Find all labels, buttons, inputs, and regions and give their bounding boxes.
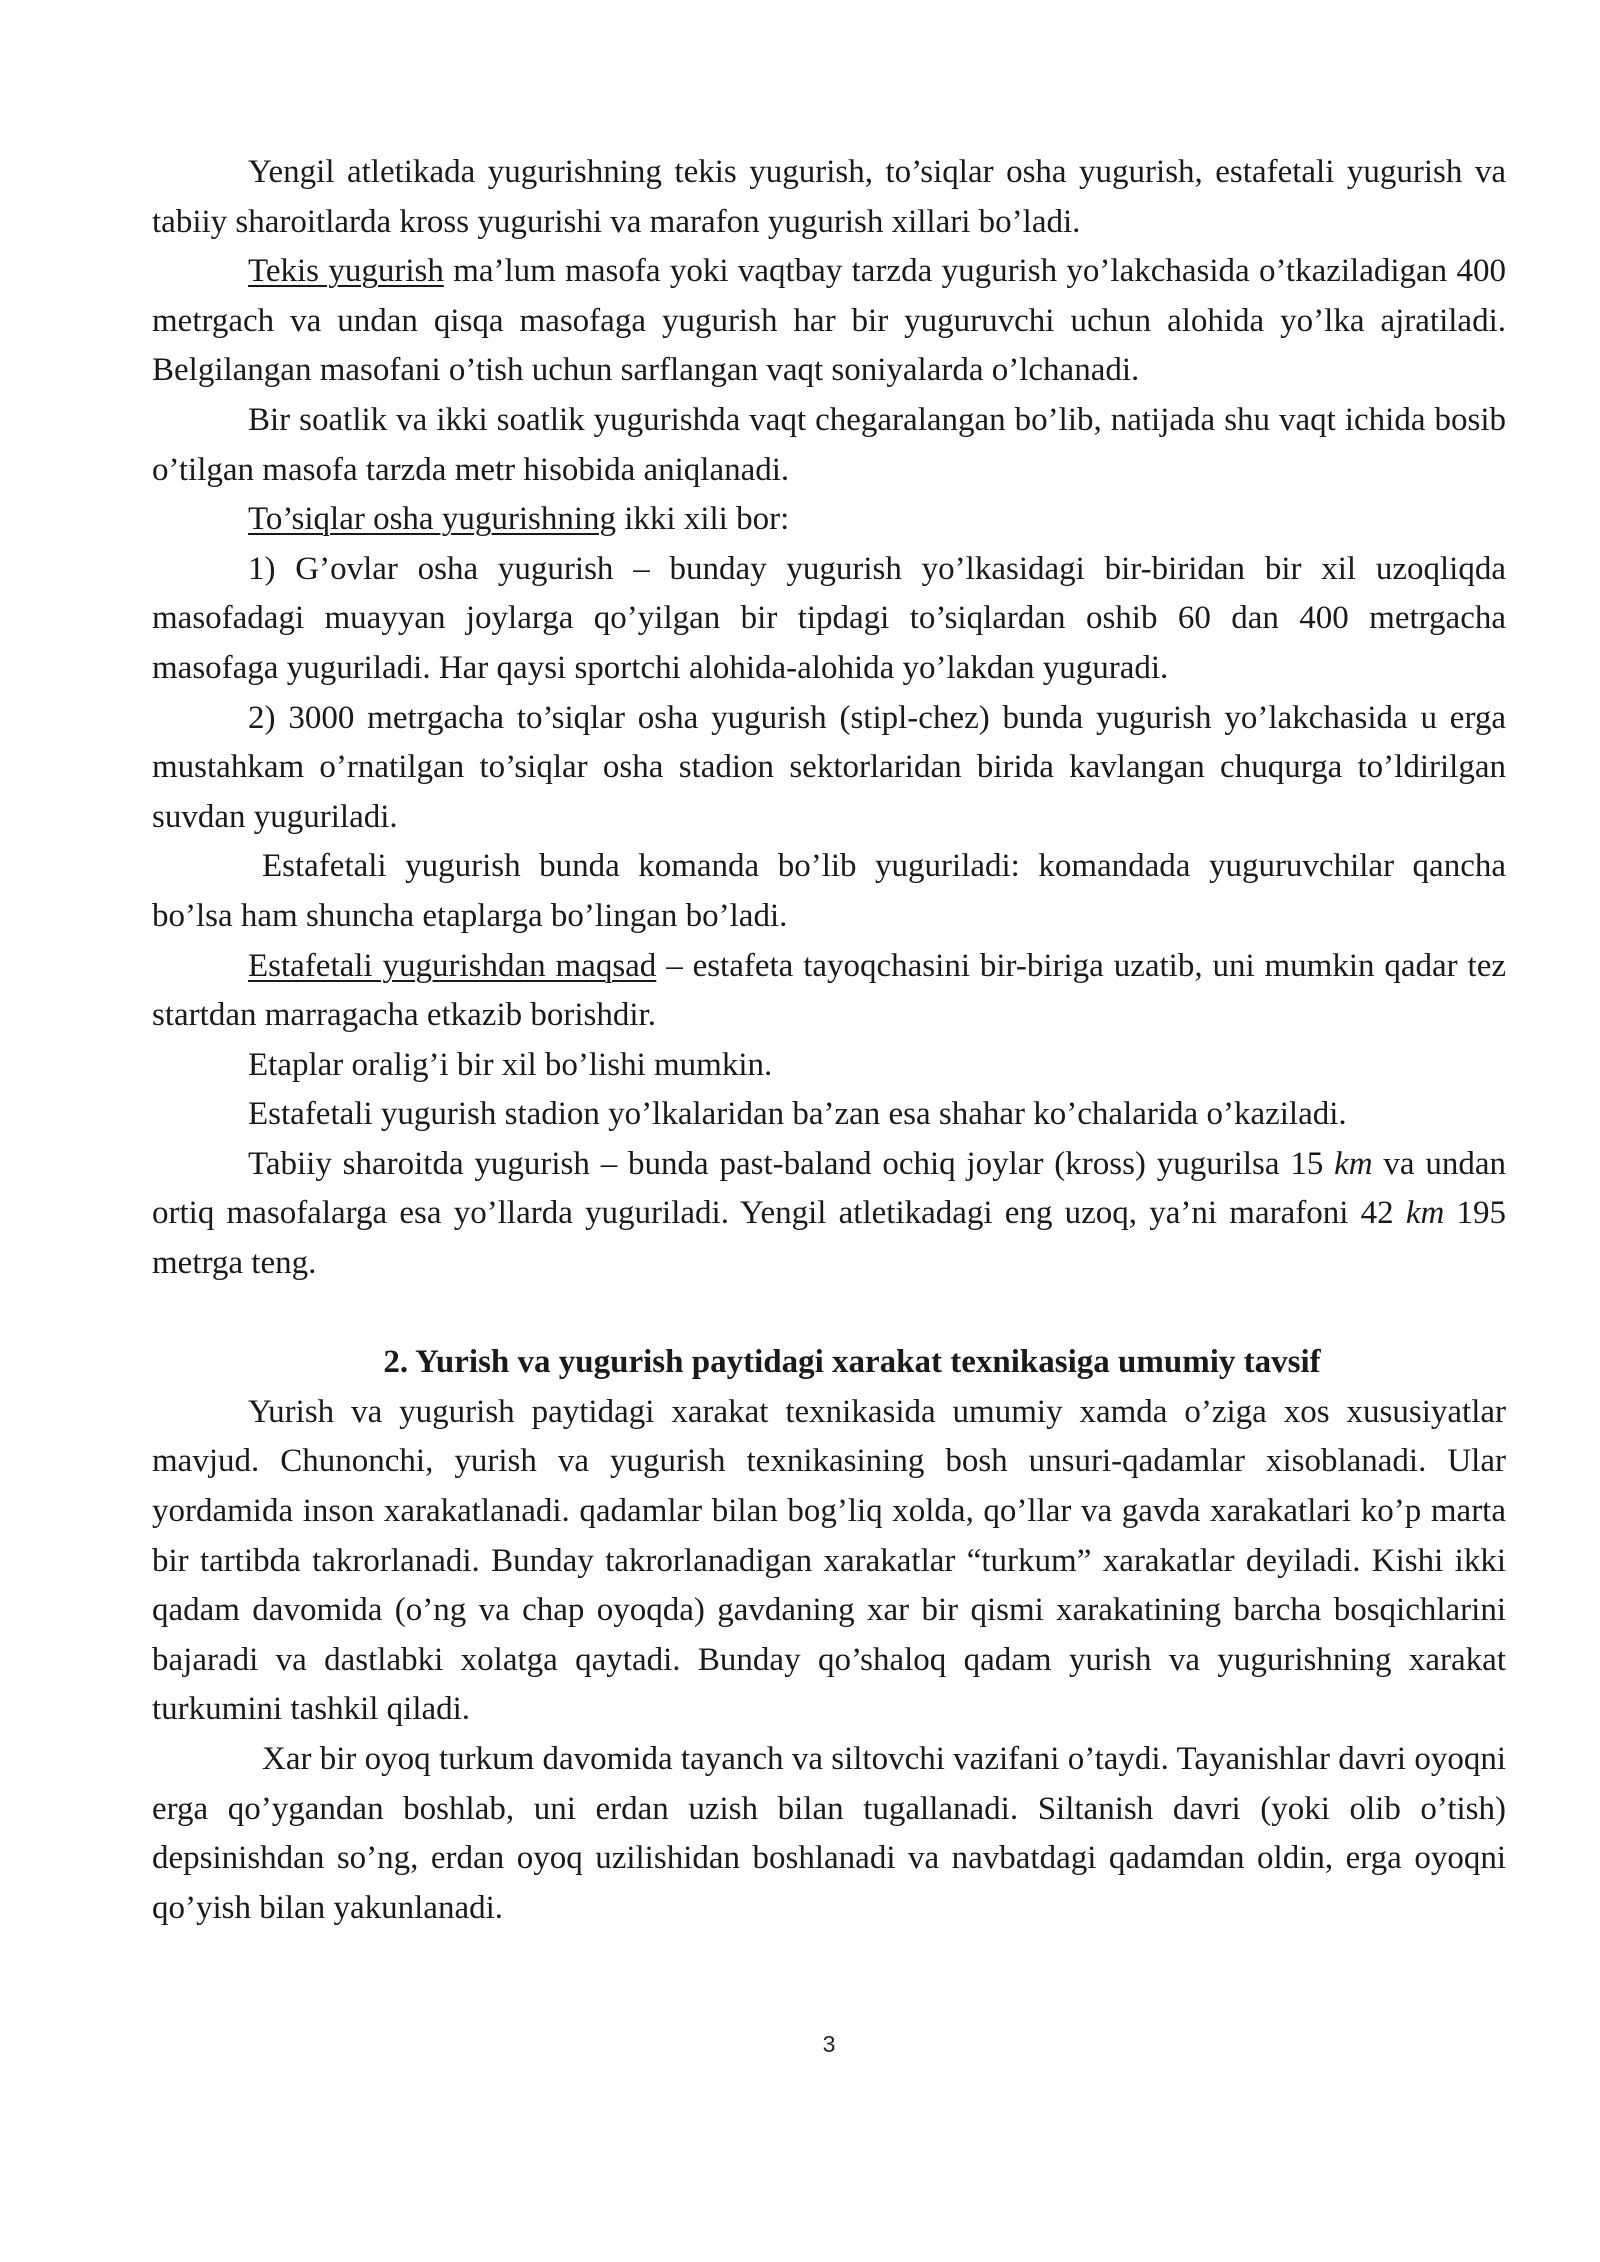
term-tekis-yugurish: Tekis yugurish (248, 253, 444, 290)
paragraph-text: ikki xili bor: (616, 501, 790, 538)
paragraph-etaplar: Etaplar oralig’i bir xil bo’lishi mumkin. (248, 1046, 773, 1083)
paragraph-tekis-yugurish (152, 247, 1506, 396)
paragraph-govlar: 1) G’ovlar osha yugurish – bunday yugurish yo’lkasidagi bir-biridan bir xil uzoqliqda masofadagi muayyan joylarga qo’yilgan bir tipdagi to’siqlardan oshib 60 dan 400 metrgacha masofaga yuguriladi. Har qaysi sportchi alohida-alohida yo’lakdan yuguradi. (152, 550, 1506, 686)
page-number: 3 (822, 2031, 836, 2057)
term-estafeta-maqsad: Estafetali yugurishdan maqsad (248, 947, 657, 984)
paragraph-text: ma’lum masofa yoki vaqtbay tarzda yugurish yo’lakchasida o’tkaziladigan 400 metrgach va undan qisqa masofaga yugurish har bir yuguruvchi uchun alohida yo’lka ajratiladi. Belgilangan masofani o’tish uchun sarflangan vaqt soniyalarda o’lchanadi. (152, 253, 1507, 389)
paragraph-estafeta-maqsad (152, 942, 1506, 1041)
blank-line (152, 1289, 1506, 1339)
paragraph-intro: Yengil atletikada yugurishning tekis yugurish, to’siqlar osha yugurish, estafetali yugurish va tabiiy sharoitlarda kross yugurishi va marafon yugurish xillari bo’ladi. (152, 154, 1506, 240)
paragraph-soatlik: Bir soatlik va ikki soatlik yugurishda vaqt chegaralangan bo’lib, natijada shu vaqt ichida bosib o’tilgan masofa tarzda metr hisobida aniqlanadi. (152, 401, 1506, 488)
section-heading: 2. Yurish va yugurish paytidagi xarakat texnikasiga umumiy tavsif (383, 1344, 1321, 1381)
paragraph-text: Tabiiy sharoitda yugurish – bunda past-baland ochiq joylar (kross) yugurilsa 15 (248, 1145, 1335, 1182)
document-page (152, 148, 1506, 1933)
paragraph-text: – estafeta tayoqchasini bir-biriga uzatib, uni mumkin qadar tez startdan marragacha etkazib borishdir. (152, 947, 1506, 1034)
paragraph-text: 195 metrga teng. (152, 1195, 1507, 1282)
paragraph-text: va undan ortiq masofalarga esa yo’llarda yuguriladi. Yengil atletikadagi eng uzoq, ya’ni marafoni 42 (152, 1145, 1507, 1232)
paragraph-texnika: Yurish va yugurish paytidagi xarakat texnikasida umumiy xamda o’ziga xos xususiyatlar mavjud. Chunonchi, yurish va yugurish texnikasining bosh unsuri-qadamlar xisoblanadi. Ular yordamida inson xarakatlanadi. qadamlar bilan bog’liq xolda, qo’llar va gavda xarakatlari ko’p marta bir tartibda takrorlanadi. Bunday takrorlanadigan xarakatlar “turkum” xarakatlar deyiladi. Kishi ikki qadam davomida (o’ng va chap oyoqda) gavdaning xar bir qismi xarakatining barcha bosqichlarini bajaradi va dastlabki xolatga qaytadi. Bunday qo’shaloq qadam yurish va yugurishning xarakat turkumini tashkil qiladi. (152, 1393, 1506, 1728)
paragraph-oyoq-turkum: Xar bir oyoq turkum davomida tayanch va siltovchi vazifani o’taydi. Tayanishlar davri oyoqni erga qo’ygandan boshlab, uni erdan uzish bilan tugallanadi. Siltanish davri (yoki olib o’tish) depsinishdan so’ng, erdan oyoq uzilishidan boshlanadi va navbatdagi qadamdan oldin, erga oyoqni qo’yish bilan yakunlanadi. (152, 1741, 1506, 1926)
paragraph-stadion: Estafetali yugurish stadion yo’lkalaridan ba’zan esa shahar ko’chalarida o’kaziladi. (248, 1096, 1347, 1133)
term-tosiqlar-osha: To’siqlar osha yugurishning (248, 501, 616, 538)
paragraph-estafetali: Estafetali yugurish bunda komanda bo’lib yuguriladi: komandada yuguruvchilar qancha bo’lsa ham shuncha etaplarga bo’lingan bo’ladi. (152, 848, 1506, 934)
paragraph-tabiiy (152, 1140, 1506, 1289)
paragraph-stipl-chez: 2) 3000 metrgacha to’siqlar osha yugurish (stipl-chez) bunda yugurish yo’lakchasida u erga mustahkam o’rnatilgan to’siqlar osha stadion sektorlaridan birida kavlangan chuqurga to’ldirilgan suvdan yuguriladi. (152, 699, 1506, 835)
paragraph-tosiqlar (152, 495, 1506, 545)
unit-km: km (1405, 1195, 1445, 1232)
unit-km: km (1334, 1145, 1373, 1182)
